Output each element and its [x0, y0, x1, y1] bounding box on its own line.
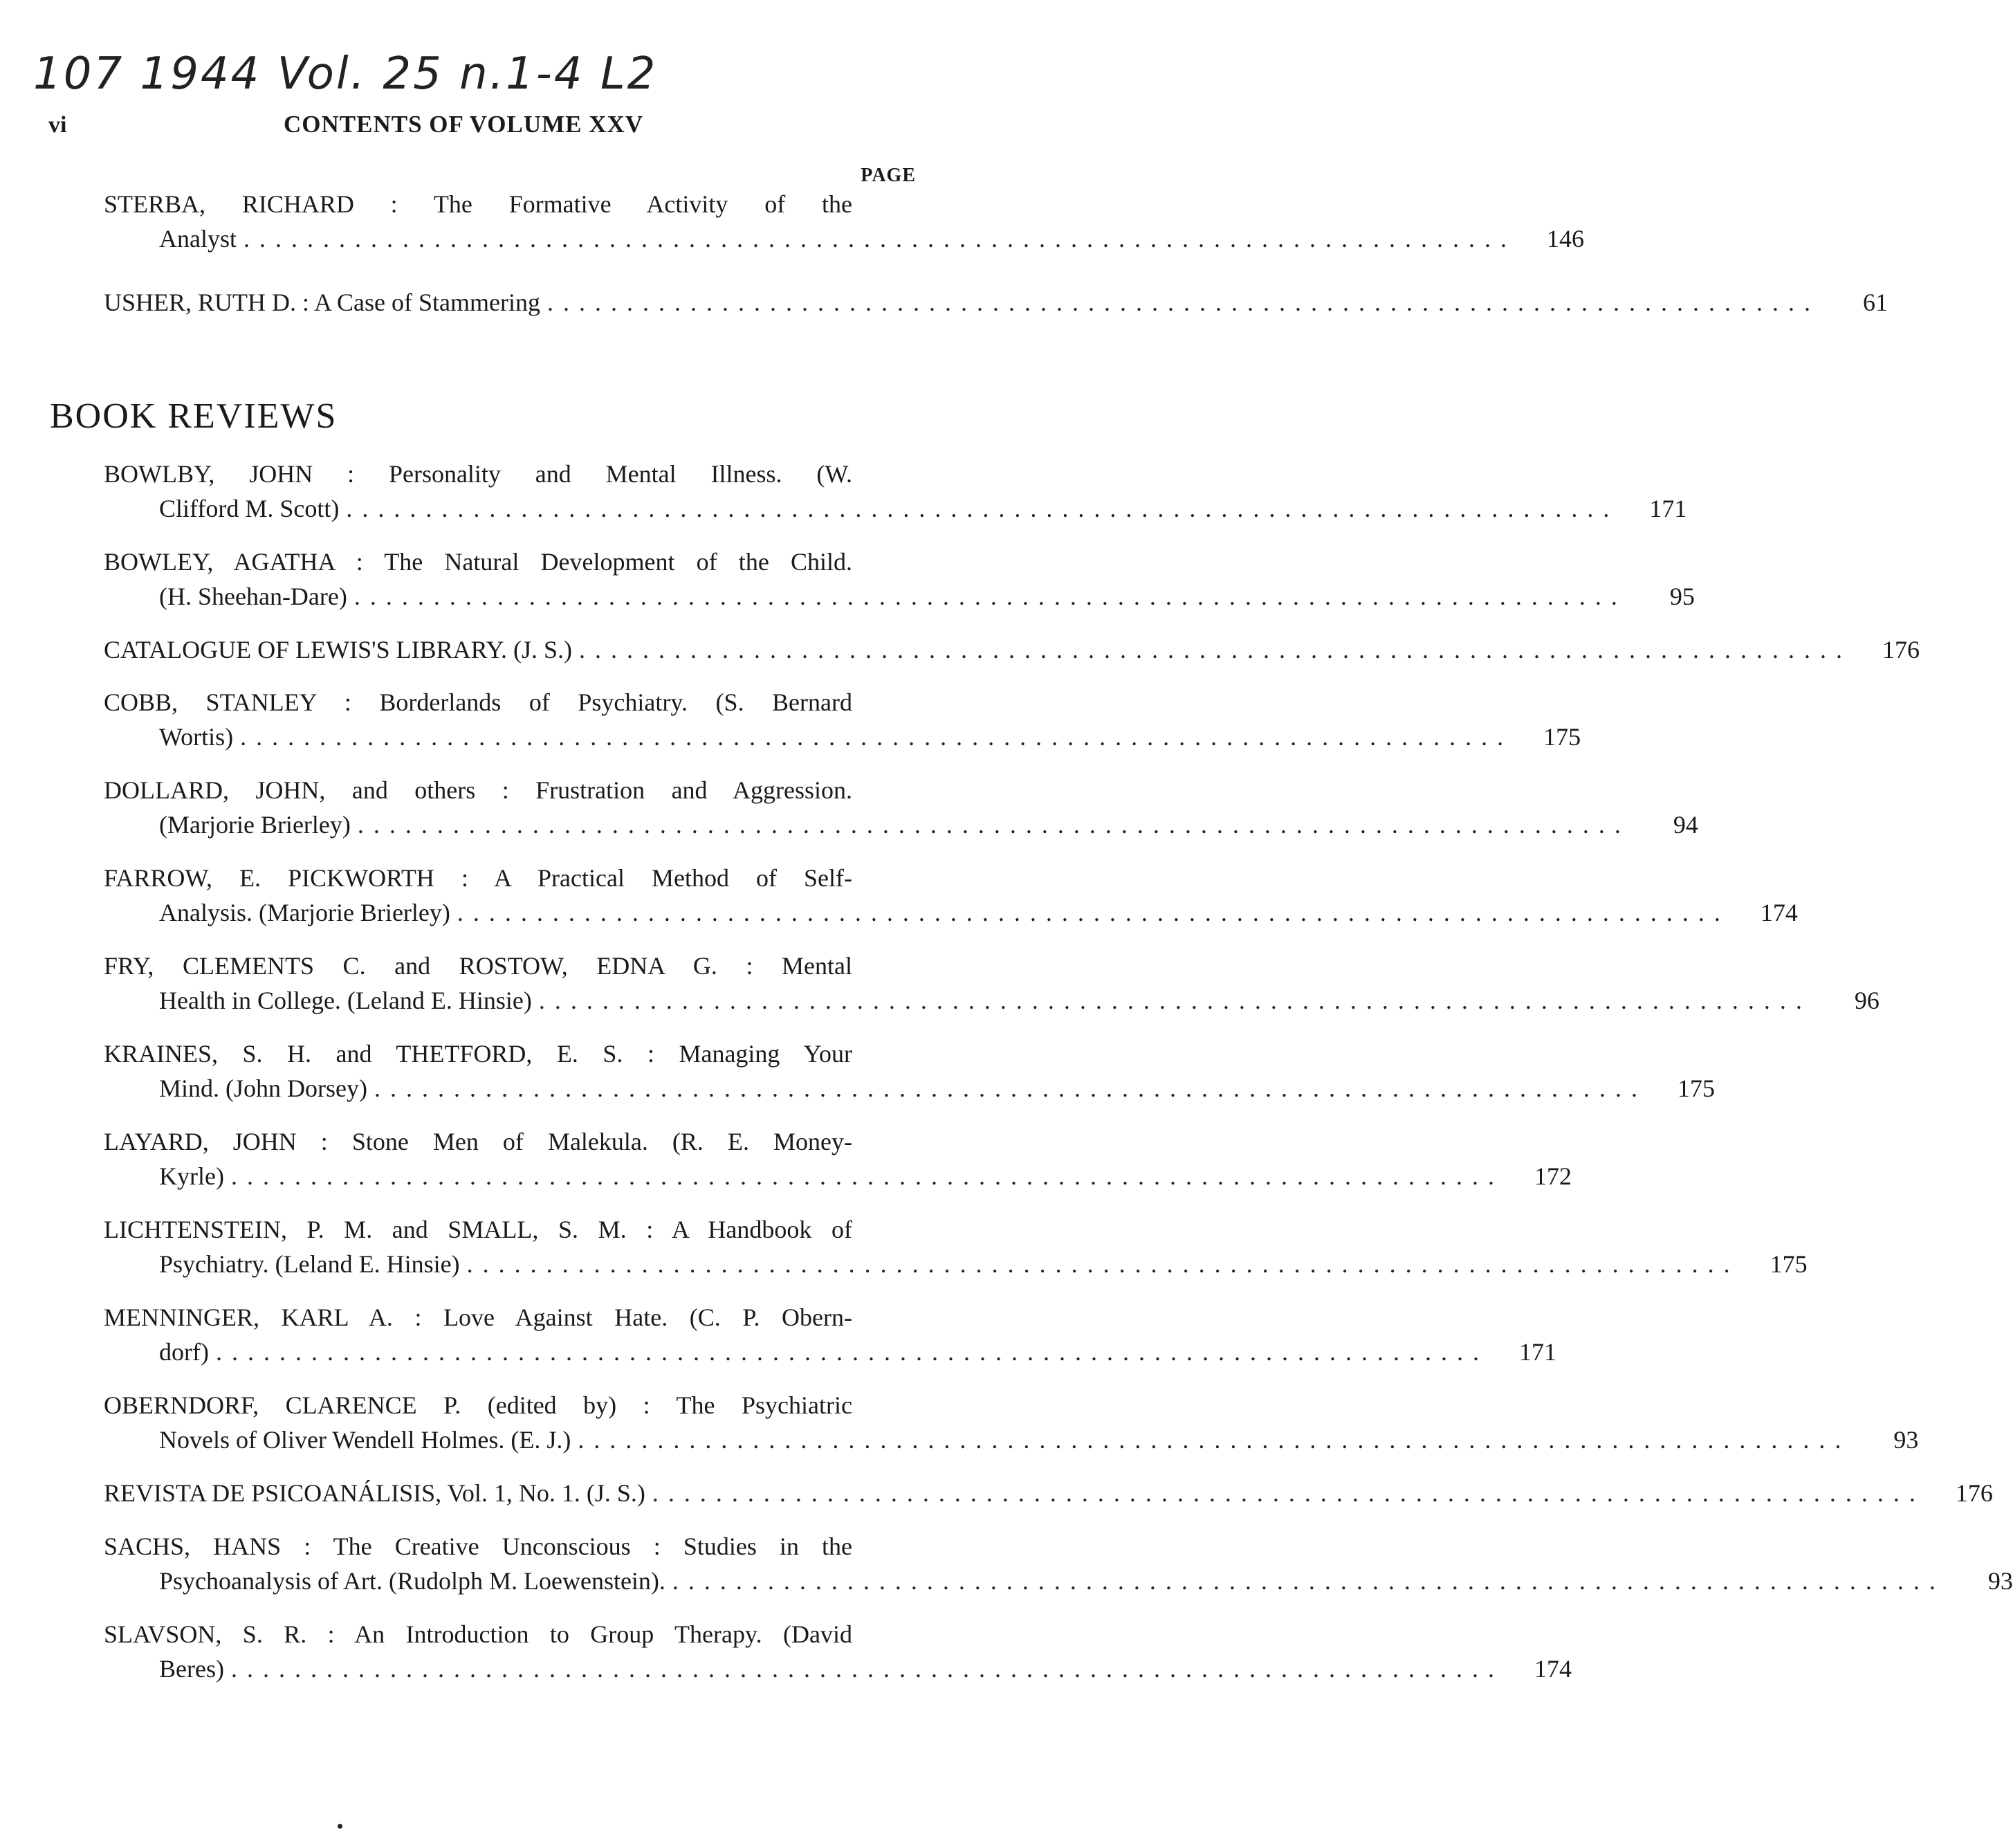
- book-review-entry: [104, 1300, 1556, 1369]
- entry-last-line: [104, 579, 1695, 614]
- entry-text: (Marjorie Brierley): [159, 811, 351, 839]
- entry-text: USHER, RUTH D. : A Case of Stammering: [104, 289, 540, 316]
- book-review-entry: [104, 1036, 1715, 1106]
- dot-leader: ................................................................................: [457, 899, 1730, 926]
- entry-page-number: 61: [1862, 289, 1888, 316]
- dot-leader: ................................................................................: [672, 1567, 1945, 1595]
- dot-leader: ................................................................................: [578, 1426, 1851, 1454]
- entry-text: Kyrle): [159, 1162, 224, 1190]
- entry-last-line: [104, 1652, 1572, 1686]
- dot-leader: ................................................................................: [546, 289, 1820, 316]
- entry-last-line: [104, 491, 1687, 526]
- entry-line: LICHTENSTEIN, P. M. and SMALL, S. M. : A Handbook of: [104, 1216, 852, 1243]
- dot-leader: ................................................................................: [374, 1074, 1647, 1102]
- dot-leader: ................................................................................: [466, 1250, 1740, 1278]
- entry-last-line: [104, 983, 1879, 1018]
- folio: vi: [48, 112, 67, 138]
- entry-page-number: 95: [1669, 583, 1695, 610]
- entry-last-line: [104, 632, 1920, 667]
- book-review-entry: [104, 545, 1695, 614]
- dot-leader: ................................................................................: [243, 225, 1516, 253]
- entry-line: SLAVSON, S. R. : An Introduction to Group Therapy. (David: [104, 1620, 852, 1648]
- dot-leader: ................................................................................: [538, 987, 1812, 1014]
- book-review-entry: [104, 457, 1687, 526]
- dot-leader: ................................................................................: [652, 1479, 1925, 1507]
- entry-text: Mind. (John Dorsey): [159, 1074, 367, 1102]
- stray-ink-dot: [338, 1824, 342, 1829]
- entry-line: STERBA, RICHARD : The Formative Activity of the: [104, 190, 852, 218]
- entry-line: FARROW, E. PICKWORTH : A Practical Method of Self-: [104, 864, 852, 892]
- book-review-entry: [104, 632, 1920, 667]
- entry-text: Wortis): [159, 723, 234, 751]
- entry-line: OBERNDORF, CLARENCE P. (edited by) : The Psychiatric: [104, 1391, 852, 1419]
- dot-leader: ................................................................................: [357, 811, 1630, 839]
- book-review-entry: [104, 1529, 2013, 1598]
- entry-last-line: [104, 1247, 1808, 1281]
- dot-leader: ................................................................................: [240, 723, 1514, 751]
- entry-page-number: 93: [1987, 1567, 2013, 1595]
- running-title: CONTENTS OF VOLUME XXV: [284, 111, 644, 138]
- entry-page-number: 174: [1760, 899, 1798, 926]
- entry-line: MENNINGER, KARL A. : Love Against Hate. (C. P. Obern-: [104, 1303, 852, 1331]
- entry-line: KRAINES, S. H. and THETFORD, E. S. : Managing Your: [104, 1040, 852, 1068]
- entry-page-number: 174: [1534, 1655, 1572, 1683]
- entry-page-number: 175: [1770, 1250, 1808, 1278]
- dot-leader: ................................................................................: [353, 583, 1627, 610]
- entry-page-number: 94: [1673, 811, 1698, 839]
- entry-line: FRY, CLEMENTS C. and ROSTOW, EDNA G. : Mental: [104, 952, 852, 980]
- book-review-entry: [104, 1388, 1919, 1457]
- book-review-entry: [104, 949, 1879, 1018]
- page-column-label: PAGE: [861, 165, 916, 186]
- contents-entry-usher: [104, 285, 1888, 320]
- book-review-entry: [104, 685, 1581, 754]
- dot-leader: ................................................................................: [346, 495, 1619, 522]
- entry-line: BOWLBY, JOHN : Personality and Mental Illness. (W.: [104, 460, 852, 488]
- entry-last-line: [104, 1564, 2013, 1598]
- entry-line: BOWLEY, AGATHA : The Natural Development of the Child.: [104, 548, 852, 576]
- entry-line: DOLLARD, JOHN, and others : Frustration and Aggression.: [104, 776, 852, 804]
- entry-page-number: 96: [1854, 987, 1879, 1014]
- entry-text: CATALOGUE OF LEWIS'S LIBRARY. (J. S.): [104, 636, 572, 664]
- entry-line: LAYARD, JOHN : Stone Men of Malekula. (R. E. Money-: [104, 1128, 852, 1155]
- entry-text: Novels of Oliver Wendell Holmes. (E. J.): [159, 1426, 571, 1454]
- book-review-entry: [104, 1124, 1572, 1193]
- entry-page-number: 176: [1882, 636, 1920, 664]
- entry-text: Analyst: [159, 225, 237, 253]
- entry-last-line: [104, 1159, 1572, 1193]
- entry-last-line: [104, 221, 1584, 256]
- entry-last-line: [104, 285, 1888, 320]
- dot-leader: ................................................................................: [230, 1655, 1504, 1683]
- entry-last-line: [104, 1476, 1993, 1510]
- entry-page-number: 171: [1518, 1338, 1556, 1366]
- entry-last-line: [104, 895, 1798, 930]
- book-review-entry: [104, 1212, 1808, 1281]
- entry-page-number: 176: [1955, 1479, 1993, 1507]
- entry-page-number: 93: [1893, 1426, 1919, 1454]
- entry-page-number: 172: [1534, 1162, 1572, 1190]
- book-review-entry: [104, 1476, 1993, 1510]
- dot-leader: ................................................................................: [579, 636, 1852, 664]
- book-review-entry: [104, 1617, 1572, 1686]
- entry-page-number: 175: [1543, 723, 1581, 751]
- book-review-entry: [104, 773, 1698, 842]
- contents-entry-sterba: [104, 187, 1584, 256]
- dot-leader: ................................................................................: [215, 1338, 1489, 1366]
- entry-text: Beres): [159, 1655, 224, 1683]
- entry-last-line: [104, 720, 1581, 754]
- book-review-entry: [104, 861, 1798, 930]
- entry-page-number: 171: [1649, 495, 1687, 522]
- entry-line: SACHS, HANS : The Creative Unconscious : Studies in the: [104, 1533, 852, 1560]
- entry-text: Clifford M. Scott): [159, 495, 340, 522]
- handwritten-call-number: 107 1944 Vol. 25 n.1-4 L2: [33, 48, 658, 100]
- entry-text: (H. Sheehan-Dare): [159, 583, 347, 610]
- entry-last-line: [104, 1071, 1715, 1106]
- entry-line: COBB, STANLEY : Borderlands of Psychiatry. (S. Bernard: [104, 688, 852, 716]
- entry-last-line: [104, 807, 1698, 842]
- entry-text: REVISTA DE PSICOANÁLISIS, Vol. 1, No. 1. (J. S.): [104, 1479, 645, 1507]
- entry-page-number: 146: [1547, 225, 1584, 253]
- dot-leader: ................................................................................: [230, 1162, 1504, 1190]
- entry-text: Psychiatry. (Leland E. Hinsie): [159, 1250, 460, 1278]
- entry-text: dorf): [159, 1338, 209, 1366]
- running-head: [0, 111, 1017, 145]
- entry-text: Psychoanalysis of Art. (Rudolph M. Loewenstein).: [159, 1567, 665, 1595]
- entry-text: Analysis. (Marjorie Brierley): [159, 899, 450, 926]
- entry-page-number: 175: [1677, 1074, 1715, 1102]
- entry-last-line: [104, 1422, 1919, 1457]
- entry-last-line: [104, 1335, 1556, 1369]
- entry-text: Health in College. (Leland E. Hinsie): [159, 987, 532, 1014]
- section-heading-book-reviews: BOOK REVIEWS: [50, 396, 338, 436]
